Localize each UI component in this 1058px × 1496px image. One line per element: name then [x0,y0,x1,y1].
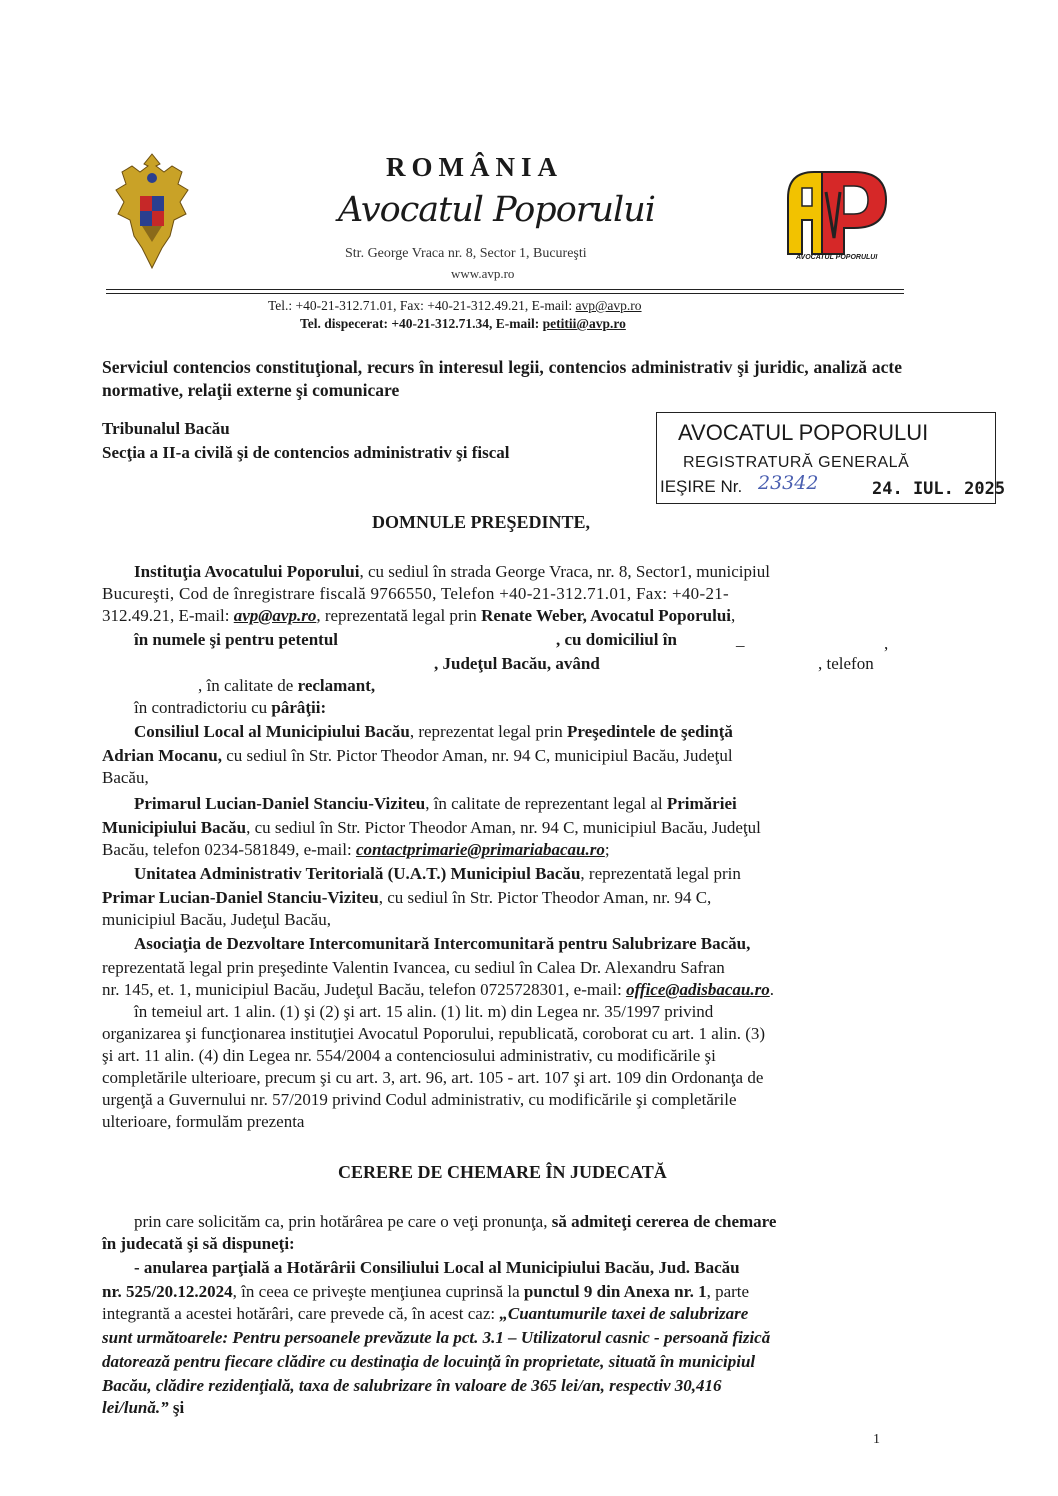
legal-basis-line: ulterioare, formulăm prezenta [102,1112,305,1131]
party-line: Unitatea Administrativ Teritorială (U.A.T.) Municipiul Bacău, reprezentată legal prin [134,864,741,883]
intro-line: , telefon [818,654,874,673]
request-line: nr. 525/20.12.2024, în ceea ce priveşte menţiunea cuprinsă la punctul 9 din Anexa nr. 1, parte [102,1282,750,1301]
email-link[interactable]: contactprimarie@primariabacau.ro [355,840,605,859]
court-section: Secţia a II-a civilă şi de contencios administrativ şi fiscal [102,443,510,462]
email-link[interactable]: avp@avp.ro [575,298,642,313]
institution-name: Avocatul Poporului [338,190,655,230]
intro-line: 312.49.21, E-mail: avp@avp.ro, reprezentată legal prin Renate Weber, Avocatul Poporului, [102,606,736,625]
salutation: DOMNULE PREŞEDINTE, [372,512,591,532]
email-link[interactable]: petitii@avp.ro [542,316,626,331]
court-name: Tribunalul Bacău [102,419,230,438]
party-line: Asociaţia de Dezvoltare Intercomunitară Intercomunitară pentru Salubrizare Bacău, [134,934,751,953]
intro-line: , [884,634,889,653]
intro-line: în contradictoriu cu pârâţii: [134,698,327,717]
stamp-title: AVOCATUL POPORULUI [678,420,929,445]
stamp-date: 24. IUL. 2025 [872,479,1006,499]
intro-line: _ [736,630,745,649]
party-line: Bacău, telefon 0234-581849, e-mail: contactprimarie@primariabacau.ro; [102,840,610,859]
intro-line: , în calitate de reclamant, [198,676,376,695]
stamp-label: IEŞIRE Nr. [660,477,743,496]
legal-basis-line: în temeiul art. 1 alin. (1) şi (2) şi art. 15 alin. (1) lit. m) din Legea nr. 35/1997 privind [134,1002,714,1021]
institution-address: Str. George Vraca nr. 8, Sector 1, Bucureşti [345,246,587,261]
party-line: nr. 145, et. 1, municipiul Bacău, Judeţul Bacău, telefon 0725728301, e-mail: office@adisbacau.ro. [102,980,774,999]
department-name: Serviciul contencios constituţional, recurs în interesul legii, contencios administrativ şi juridic, analiză acte normative, relaţii externe şi comunicare [102,357,902,400]
party-line: Municipiului Bacău, cu sediul în Str. Pictor Theodor Aman, nr. 94 C, municipiul Bacău, Judeţul [102,818,761,837]
party-line: reprezentată legal prin preşedinte Valentin Ivancea, cu sediul în Calea Dr. Alexandru Safran [102,958,725,977]
request-line: - anularea parţială a Hotărârii Consiliului Local al Municipiului Bacău, Jud. Bacău [134,1258,740,1277]
intro-line: , Judeţul Bacău, având [434,654,600,673]
email-link[interactable]: avp@avp.ro [233,606,317,625]
intro-line: Instituţia Avocatului Poporului, cu sediul în strada George Vraca, nr. 8, Sector1, municipiul [134,562,770,581]
header-divider [106,289,904,290]
intro-line: în numele şi pentru petentul [134,630,339,649]
contact-line-1: Tel.: +40-21-312.71.01, Fax: +40-21-312.49.21, E-mail: avp@avp.ro [268,298,642,313]
party-line: Adrian Mocanu, cu sediul în Str. Pictor Theodor Aman, nr. 94 C, municipiul Bacău, Judeţul [102,746,733,765]
country-name: ROMÂNIA [386,152,563,182]
intro-line: Bucureşti, Cod de înregistrare fiscală 9766550, Telefon +40-21-312.71.01, Fax: +40-21- [102,584,730,603]
request-line: sunt următoarele: Pentru persoanele prevăzute la pct. 3.1 – Utilizatorul casnic - persoană fizică [102,1328,771,1347]
stamp-number: 23342 [758,472,819,494]
contact-line-2: Tel. dispecerat: +40-21-312.71.34, E-mail: petitii@avp.ro [300,316,626,331]
header-divider-2 [106,293,904,294]
legal-basis-line: urgenţă a Guvernului nr. 57/2019 privind Codul administrativ, cu modificările şi completările [102,1090,737,1109]
party-line: Primarul Lucian-Daniel Stanciu-Viziteu, în calitate de reprezentant legal al Primăriei [134,794,737,813]
email-link[interactable]: office@adisbacau.ro [626,980,770,999]
logo-caption: AVOCATUL POPORULUI [796,254,878,261]
legal-basis-line: şi art. 11 alin. (4) din Legea nr. 554/2004 a contenciosului administrativ, cu modificările şi [102,1046,716,1065]
request-line: integrantă a acestei hotărâri, care prevede că, în acest caz: „Cuantumurile taxei de salubrizare [102,1304,749,1323]
request-line: prin care solicităm ca, prin hotărârea pe care o veţi pronunţa, să admiteţi cererea de chemare [134,1212,777,1231]
request-line: Bacău, clădire rezidenţială, taxa de salubrizare în valoare de 365 lei/an, respectiv 30,416 [102,1376,722,1395]
document-title: CERERE DE CHEMARE ÎN JUDECATĂ [338,1162,667,1182]
stamp-subtitle: REGISTRATURĂ GENERALĂ [683,454,910,471]
request-line: în judecată şi să dispuneţi: [102,1234,295,1253]
party-line: Consiliul Local al Municipiului Bacău, reprezentat legal prin Preşedintele de şedinţă [134,722,733,741]
party-line: municipiul Bacău, Judeţul Bacău, [102,910,331,929]
request-line: lei/lună.” şi [102,1398,185,1417]
request-line: datorează pentru fiecare clădire cu destinaţia de locuinţă în proprietate, situată în municipiul [102,1352,756,1371]
legal-basis-line: organizarea şi funcţionarea instituţiei Avocatul Poporului, republicată, coroborat cu art. 1 alin. (3) [102,1024,766,1043]
legal-basis-line: completările ulterioare, precum şi cu art. 3, art. 96, art. 105 - art. 107 şi art. 109 din Ordonanţa de [102,1068,764,1087]
page-number: 1 [873,1432,880,1447]
party-line: Bacău, [102,768,149,787]
coat-of-arms-icon [112,150,192,272]
party-line: Primar Lucian-Daniel Stanciu-Viziteu, cu sediul în Str. Pictor Theodor Aman, nr. 94 C, [102,888,712,907]
institution-website: www.avp.ro [451,266,515,281]
intro-line: , cu domiciliul în [556,630,677,649]
